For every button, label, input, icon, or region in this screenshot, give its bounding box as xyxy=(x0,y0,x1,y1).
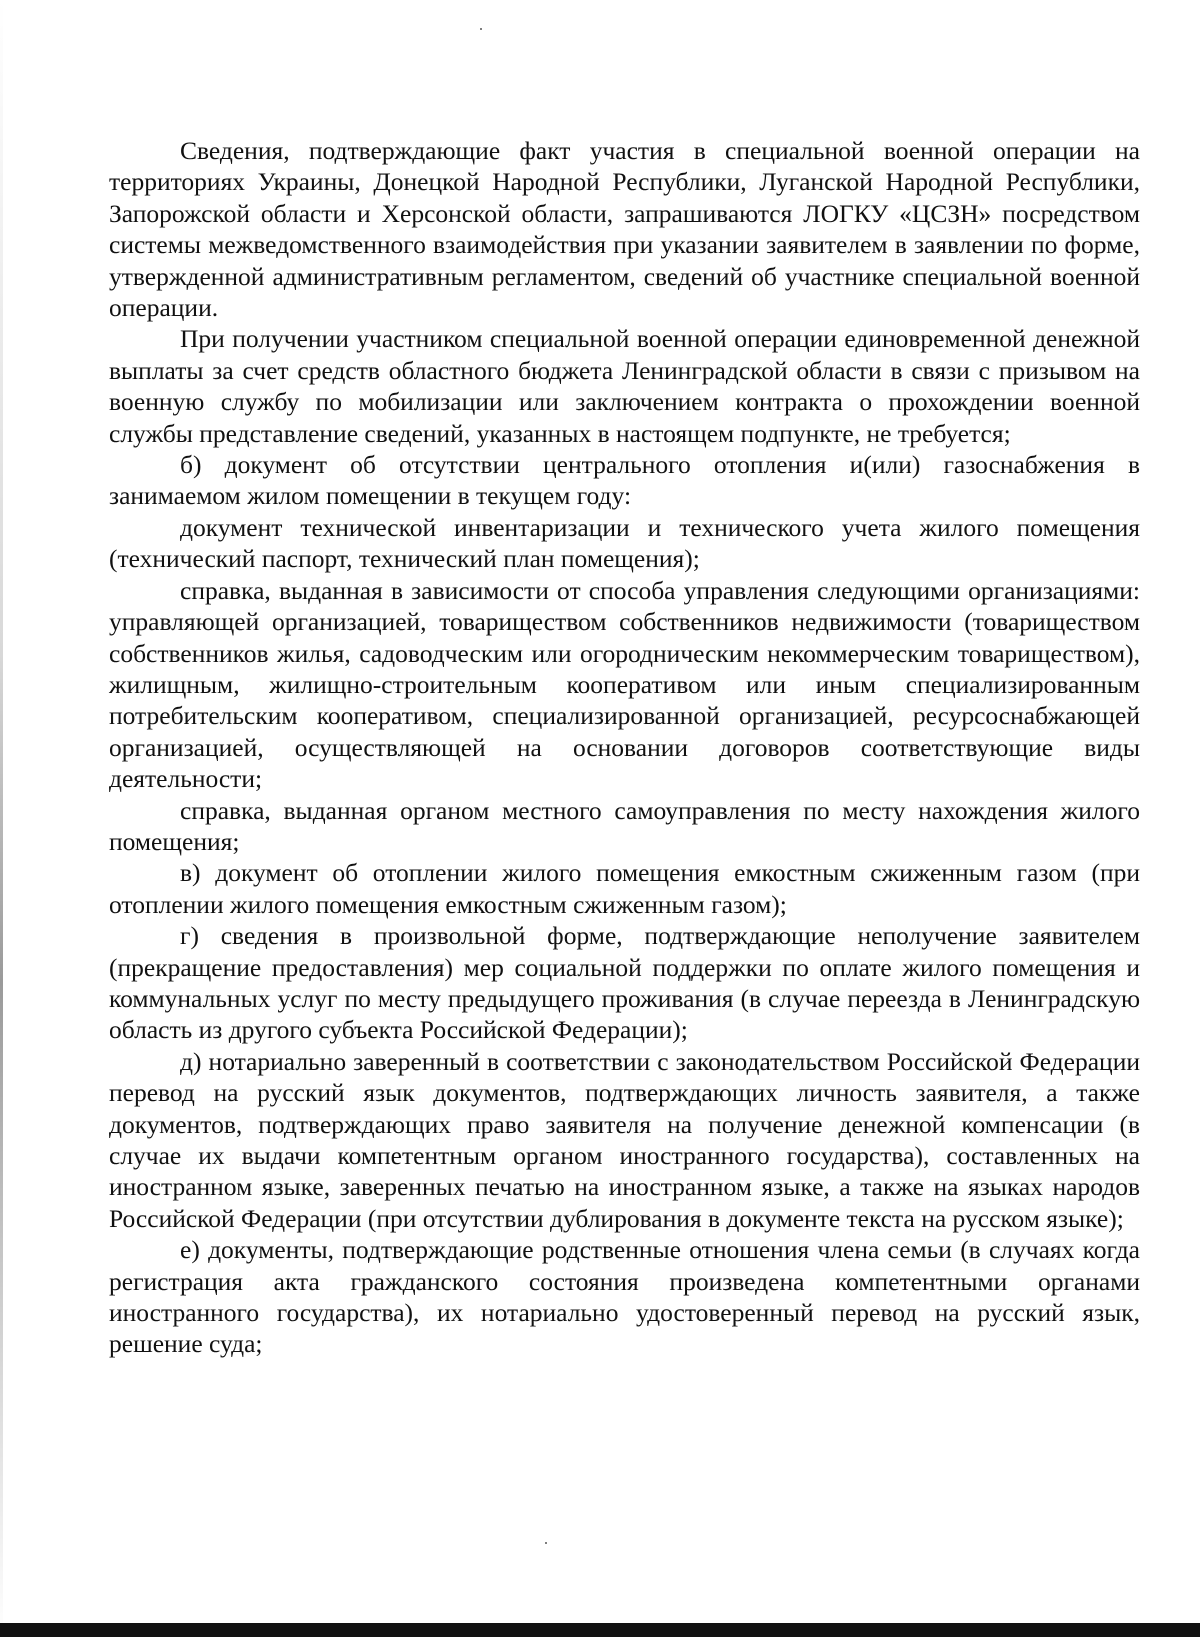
scan-speck xyxy=(480,28,482,30)
paragraph-item-b: б) документ об отсутствии центрального отопления и(или) газоснабжения в занимаемом жилом помещении в текущем году: xyxy=(109,450,1140,511)
scan-edge-left xyxy=(0,0,3,1637)
paragraph-management-certificate: справка, выданная в зависимости от способа управления следующими организациями: управляющей организацией, товариществом собственников недвижимости (товариществом собственников жилья, садоводческим или огородническим некоммерческим товариществом), жилищным, жилищно-строительным кооперативом или иным специализированным потребительским кооперативом, специализированной организацией, ресурсоснабжающей организацией, осуществляющей на основании договоров соответствующие виды деятельности; xyxy=(109,575,1140,794)
paragraph-svo-payment: При получении участником специальной военной операции единовременной денежной выплаты за счет средств областного бюджета Ленинградской области в связи с призывом на военную службу по мобилизации или заключением контракта о прохождении военной службы представление сведений, указанных в настоящем подпункте, не требуется; xyxy=(109,324,1140,448)
paragraph-item-g: г) сведения в произвольной форме, подтверждающие неполучение заявителем (прекращение предоставления) мер социальной поддержки по оплате жилого помещения и коммунальных услуг по месту предыдущего проживания (в случае переезда в Ленинградскую область из другого субъекта Российской Федерации); xyxy=(109,921,1140,1045)
paragraph-item-d: д) нотариально заверенный в соответствии с законодательством Российской Федерации перевод на русский язык документов, подтверждающих личность заявителя, а также документов, подтверждающих право заявителя на получение денежной компенсации (в случае их выдачи компетентным органом иностранного государства), составленных на иностранном языке, заверенных печатью на иностранном языке, а также на языках народов Российской Федерации (при отсутствии дублирования в документе текста на русском языке); xyxy=(109,1046,1140,1233)
paragraph-tech-inventory: документ технической инвентаризации и технического учета жилого помещения (технический паспорт, технический план помещения); xyxy=(109,512,1140,574)
paragraph-local-government-certificate: справка, выданная органом местного самоуправления по месту нахождения жилого помещения; xyxy=(109,795,1140,856)
scan-speck xyxy=(545,1542,547,1544)
paragraph-item-e: е) документы, подтверждающие родственные отношения члена семьи (в случаях когда регистрация акта гражданского состояния произведена компетентными органами иностранного государства), их нотариально удостоверенный перевод на русский язык, решение суда; xyxy=(109,1235,1140,1359)
paragraph-svo-info: Сведения, подтверждающие факт участия в специальной военной операции на территориях Украины, Донецкой Народной Республики, Луганской Народной Республики, Запорожской области и Херсонской области, запрашиваются ЛОГКУ «ЦСЗН» посредством системы межведомственного взаимодействия при указании заявителем в заявлении по форме, утвержденной административным регламентом, сведений об участнике специальной военной операции. xyxy=(109,136,1140,323)
document-body xyxy=(109,135,1140,1360)
paragraph-item-v: в) документ об отоплении жилого помещения емкостным сжиженным газом (при отоплении жилого помещения емкостным сжиженным газом); xyxy=(109,858,1140,919)
scan-edge-bottom xyxy=(0,1623,1200,1637)
